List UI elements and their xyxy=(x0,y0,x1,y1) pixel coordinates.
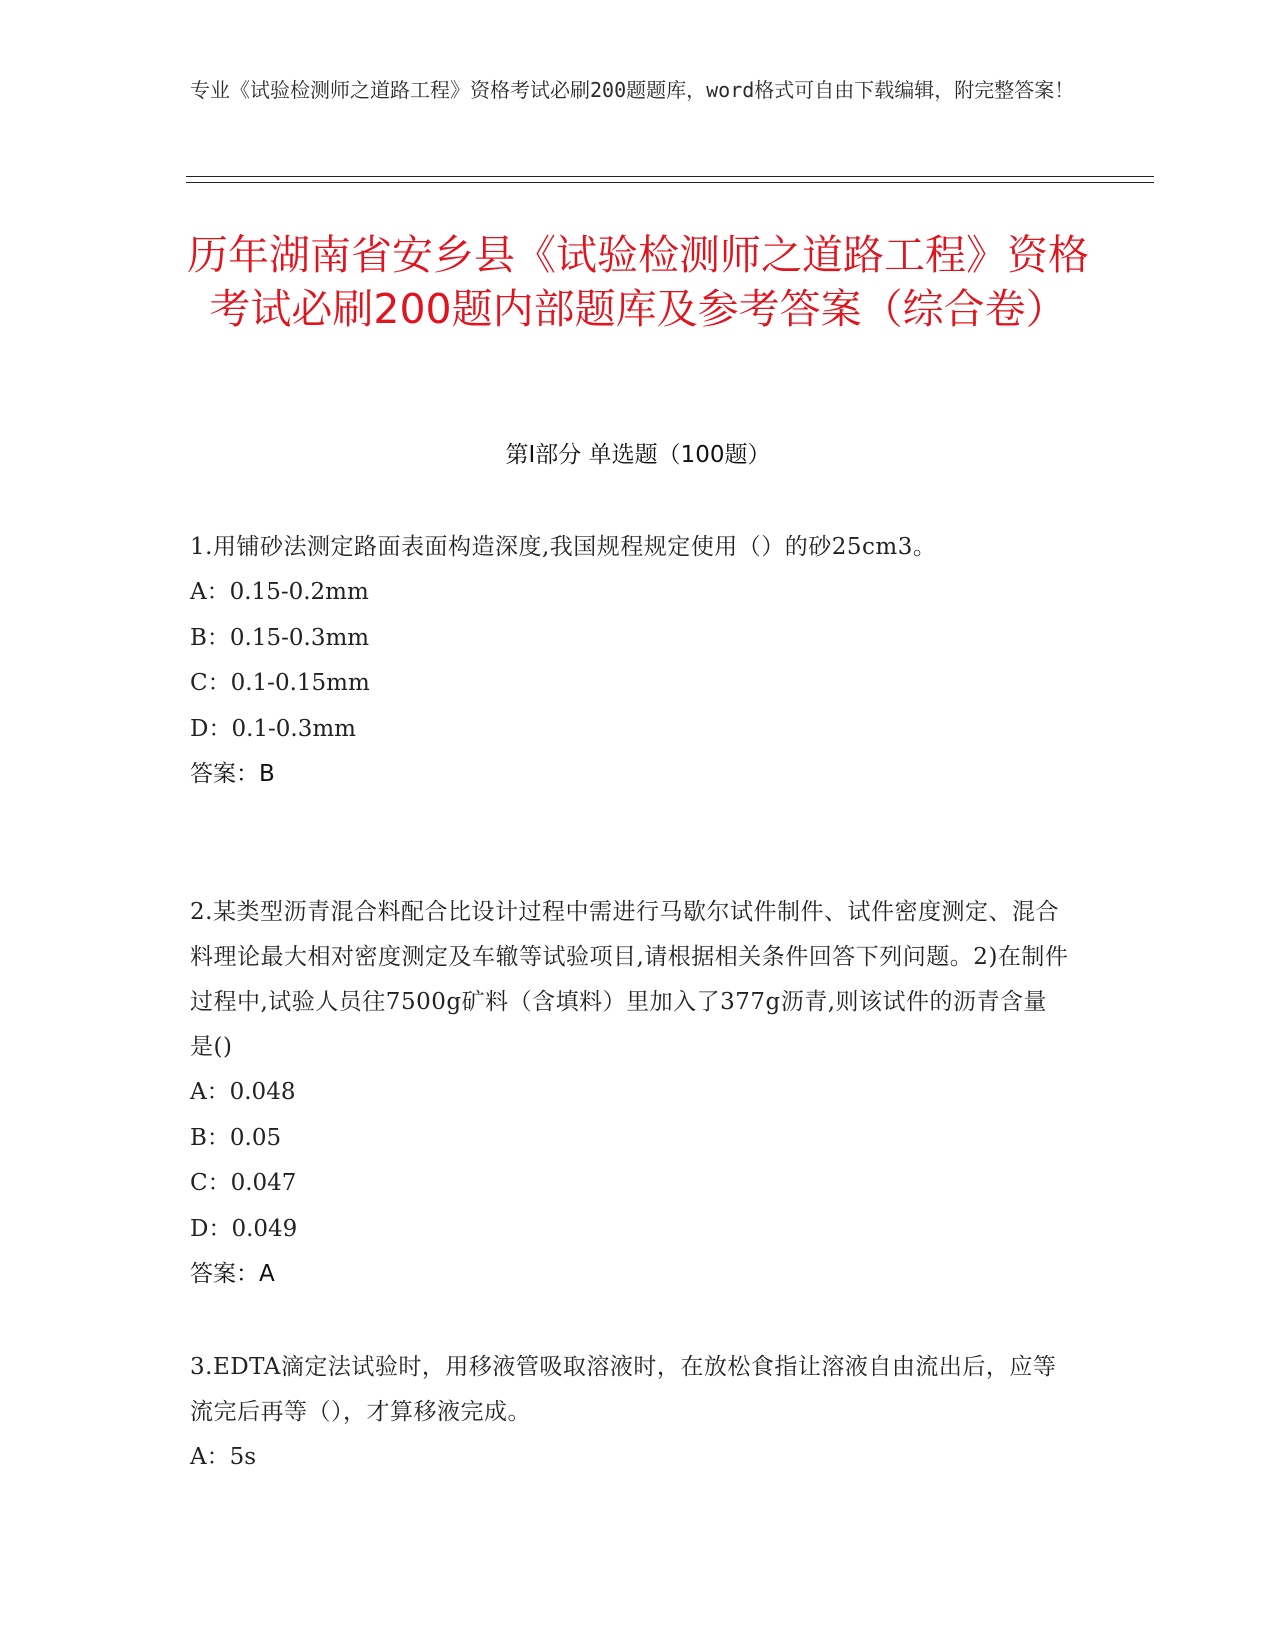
section-heading: 第Ⅰ部分 单选题（100题） xyxy=(505,442,771,468)
question-stem: 2.某类型沥青混合料配合比设计过程中需进行马歇尔试件制件、试件密度测定、混合料理论最大相对密度测定及车辙等试验项目,请根据相关条件回答下列问题。2)在制件过程中,试验人员往7500g矿料（含填料）里加入了377g沥青,则该试件的沥青含量是() xyxy=(190,899,1069,1060)
header-rule-top xyxy=(186,176,1154,177)
question-2 xyxy=(190,890,1070,1297)
option-a: A：5s xyxy=(190,1444,257,1470)
option-d: D：0.1-0.3mm xyxy=(190,715,356,742)
option-c: C：0.047 xyxy=(190,1170,297,1196)
option-a: A：0.15-0.2mm xyxy=(190,579,369,605)
option-b: B：0.05 xyxy=(190,1124,282,1151)
answer: 答案：A xyxy=(190,1261,275,1287)
option-d: D：0.049 xyxy=(190,1215,298,1242)
question-1 xyxy=(190,525,1070,797)
option-c: C：0.1-0.15mm xyxy=(190,670,370,696)
document-title: 历年湖南省安乡县《试验检测师之道路工程》资格考试必刷200题内部题库及参考答案（综合卷） xyxy=(187,231,1089,333)
question-3 xyxy=(190,1345,1070,1481)
option-b: B：0.15-0.3mm xyxy=(190,624,370,651)
header-rule-bottom xyxy=(186,182,1154,183)
option-a: A：0.048 xyxy=(190,1079,296,1105)
header-note: 专业《试验检测师之道路工程》资格考试必刷200题题库，word格式可自由下载编辑，附完整答案！ xyxy=(190,78,1075,102)
answer: 答案：B xyxy=(190,761,275,787)
question-stem: 3.EDTA滴定法试验时，用移液管吸取溶液时，在放松食指让溶液自由流出后，应等流完后再等（），才算移液完成。 xyxy=(190,1354,1057,1425)
question-stem: 1.用铺砂法测定路面表面构造深度,我国规程规定使用（）的砂25cm3。 xyxy=(190,534,937,560)
